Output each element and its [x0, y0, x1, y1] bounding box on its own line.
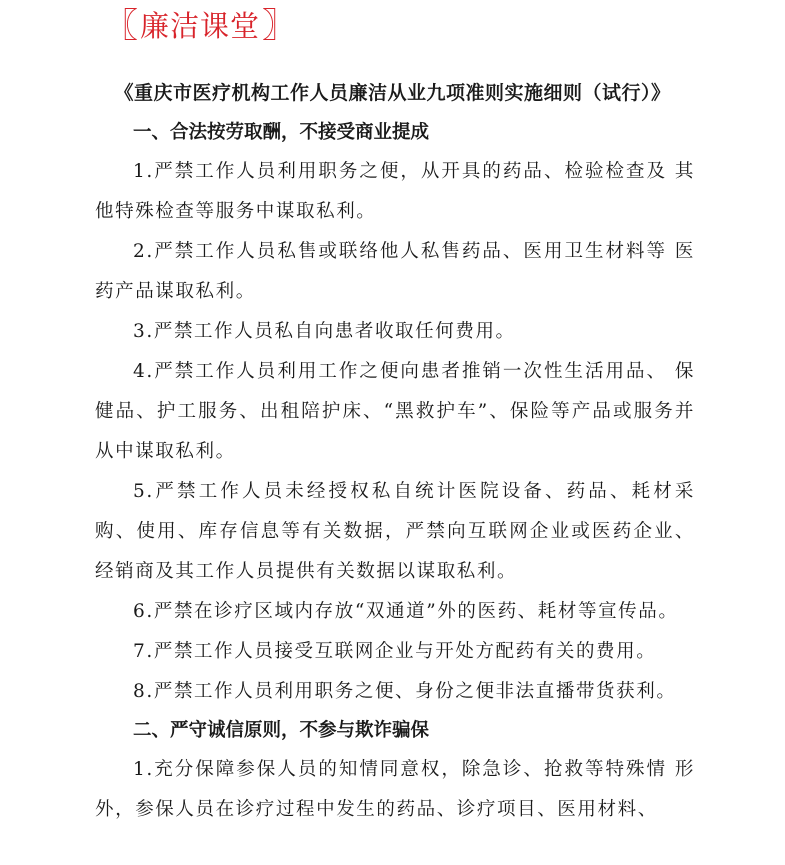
- banner-left-bracket: 〖: [104, 6, 138, 46]
- section-1: [95, 114, 695, 712]
- rule-item: 2.严禁工作人员私售或联络他人私售药品、医用卫生材料等 医药产品谋取私利。: [95, 241, 695, 302]
- rule-item: 4.严禁工作人员利用工作之便向患者推销一次性生活用品、 保健品、护工服务、出租陪护床、“黑救护车”、保险等产品或服务并从中谋取私利。: [95, 361, 695, 462]
- rule-item: 8.严禁工作人员利用职务之便、身份之便非法直播带货获利。: [133, 681, 677, 702]
- rule-item: 6.严禁在诊疗区域内存放“双通道”外的医药、耗材等宣传品。: [133, 601, 679, 622]
- rule-item: 1.充分保障参保人员的知情同意权，除急诊、抢救等特殊情 形外，参保人员在诊疗过程中发生的药品、诊疗项目、医用材料、: [95, 759, 695, 820]
- section-banner: [104, 4, 296, 48]
- rule-item: 1.严禁工作人员利用职务之便，从开具的药品、检验检查及 其他特殊检查等服务中谋取私利。: [95, 161, 695, 222]
- rule-item: 3.严禁工作人员私自向患者收取任何费用。: [133, 321, 516, 342]
- document-body: [95, 114, 695, 830]
- rule-item: 5.严禁工作人员未经授权私自统计医院设备、药品、耗材采购、使用、库存信息等有关数据，严禁向互联网企业或医药企业、经销商及其工作人员提供有关数据以谋取私利。: [95, 481, 695, 582]
- document-title: 《重庆市医疗机构工作人员廉洁从业九项准则实施细则（试行）》: [114, 82, 671, 104]
- section-2: [95, 712, 695, 830]
- rule-item: 7.严禁工作人员接受互联网企业与开处方配药有关的费用。: [133, 641, 657, 662]
- banner-title: 廉洁课堂: [140, 9, 261, 43]
- section-heading: 一、合法按劳取酬，不接受商业提成: [133, 122, 430, 143]
- section-heading: 二、严守诚信原则，不参与欺诈骗保: [133, 720, 430, 741]
- banner-right-bracket: 〗: [262, 6, 297, 46]
